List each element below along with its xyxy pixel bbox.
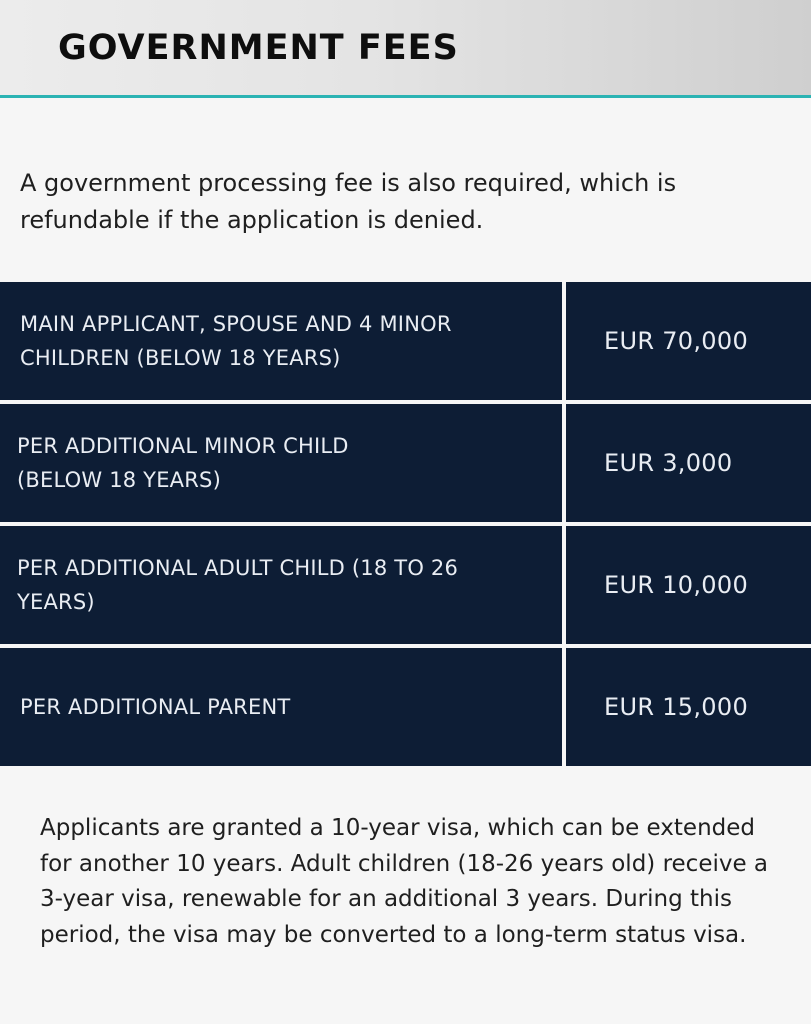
- fee-amount-cell: [566, 282, 811, 400]
- fee-label-cell: [0, 526, 562, 644]
- fee-amount-cell: [566, 404, 811, 522]
- fee-label: PER ADDITIONAL PARENT: [20, 695, 291, 719]
- fee-amount: EUR 15,000: [604, 693, 749, 721]
- fee-label: PER ADDITIONAL MINOR CHILD (BELOW 18 YEARS): [17, 434, 349, 492]
- fee-amount-cell: [566, 526, 811, 644]
- fee-row: [0, 282, 811, 400]
- fee-label: PER ADDITIONAL ADULT CHILD (18 TO 26 YEARS): [17, 556, 459, 614]
- fee-label-cell: [0, 404, 562, 522]
- fee-amount-cell: [566, 648, 811, 766]
- fee-row: [0, 648, 811, 766]
- intro-paragraph: A government processing fee is also required, which is refundable if the application is denied.: [20, 169, 677, 234]
- outro-paragraph: Applicants are granted a 10-year visa, which can be extended for another 10 years. Adult children (18-26 years old) receive a 3-year visa, renewable for an additional 3 years. During this period, the visa may be converted to a long-term status visa.: [40, 815, 769, 948]
- fee-row: [0, 526, 811, 644]
- fee-amount: EUR 70,000: [604, 327, 749, 355]
- fee-row: [0, 404, 811, 522]
- fee-label: MAIN APPLICANT, SPOUSE AND 4 MINOR CHILDREN (BELOW 18 YEARS): [20, 312, 452, 370]
- fee-amount: EUR 3,000: [604, 449, 733, 477]
- fee-amount: EUR 10,000: [604, 571, 749, 599]
- fee-label-cell: [0, 282, 562, 400]
- page-header: [0, 0, 811, 98]
- fee-label-cell: [0, 648, 562, 766]
- page-title: GOVERNMENT FEES: [58, 28, 459, 68]
